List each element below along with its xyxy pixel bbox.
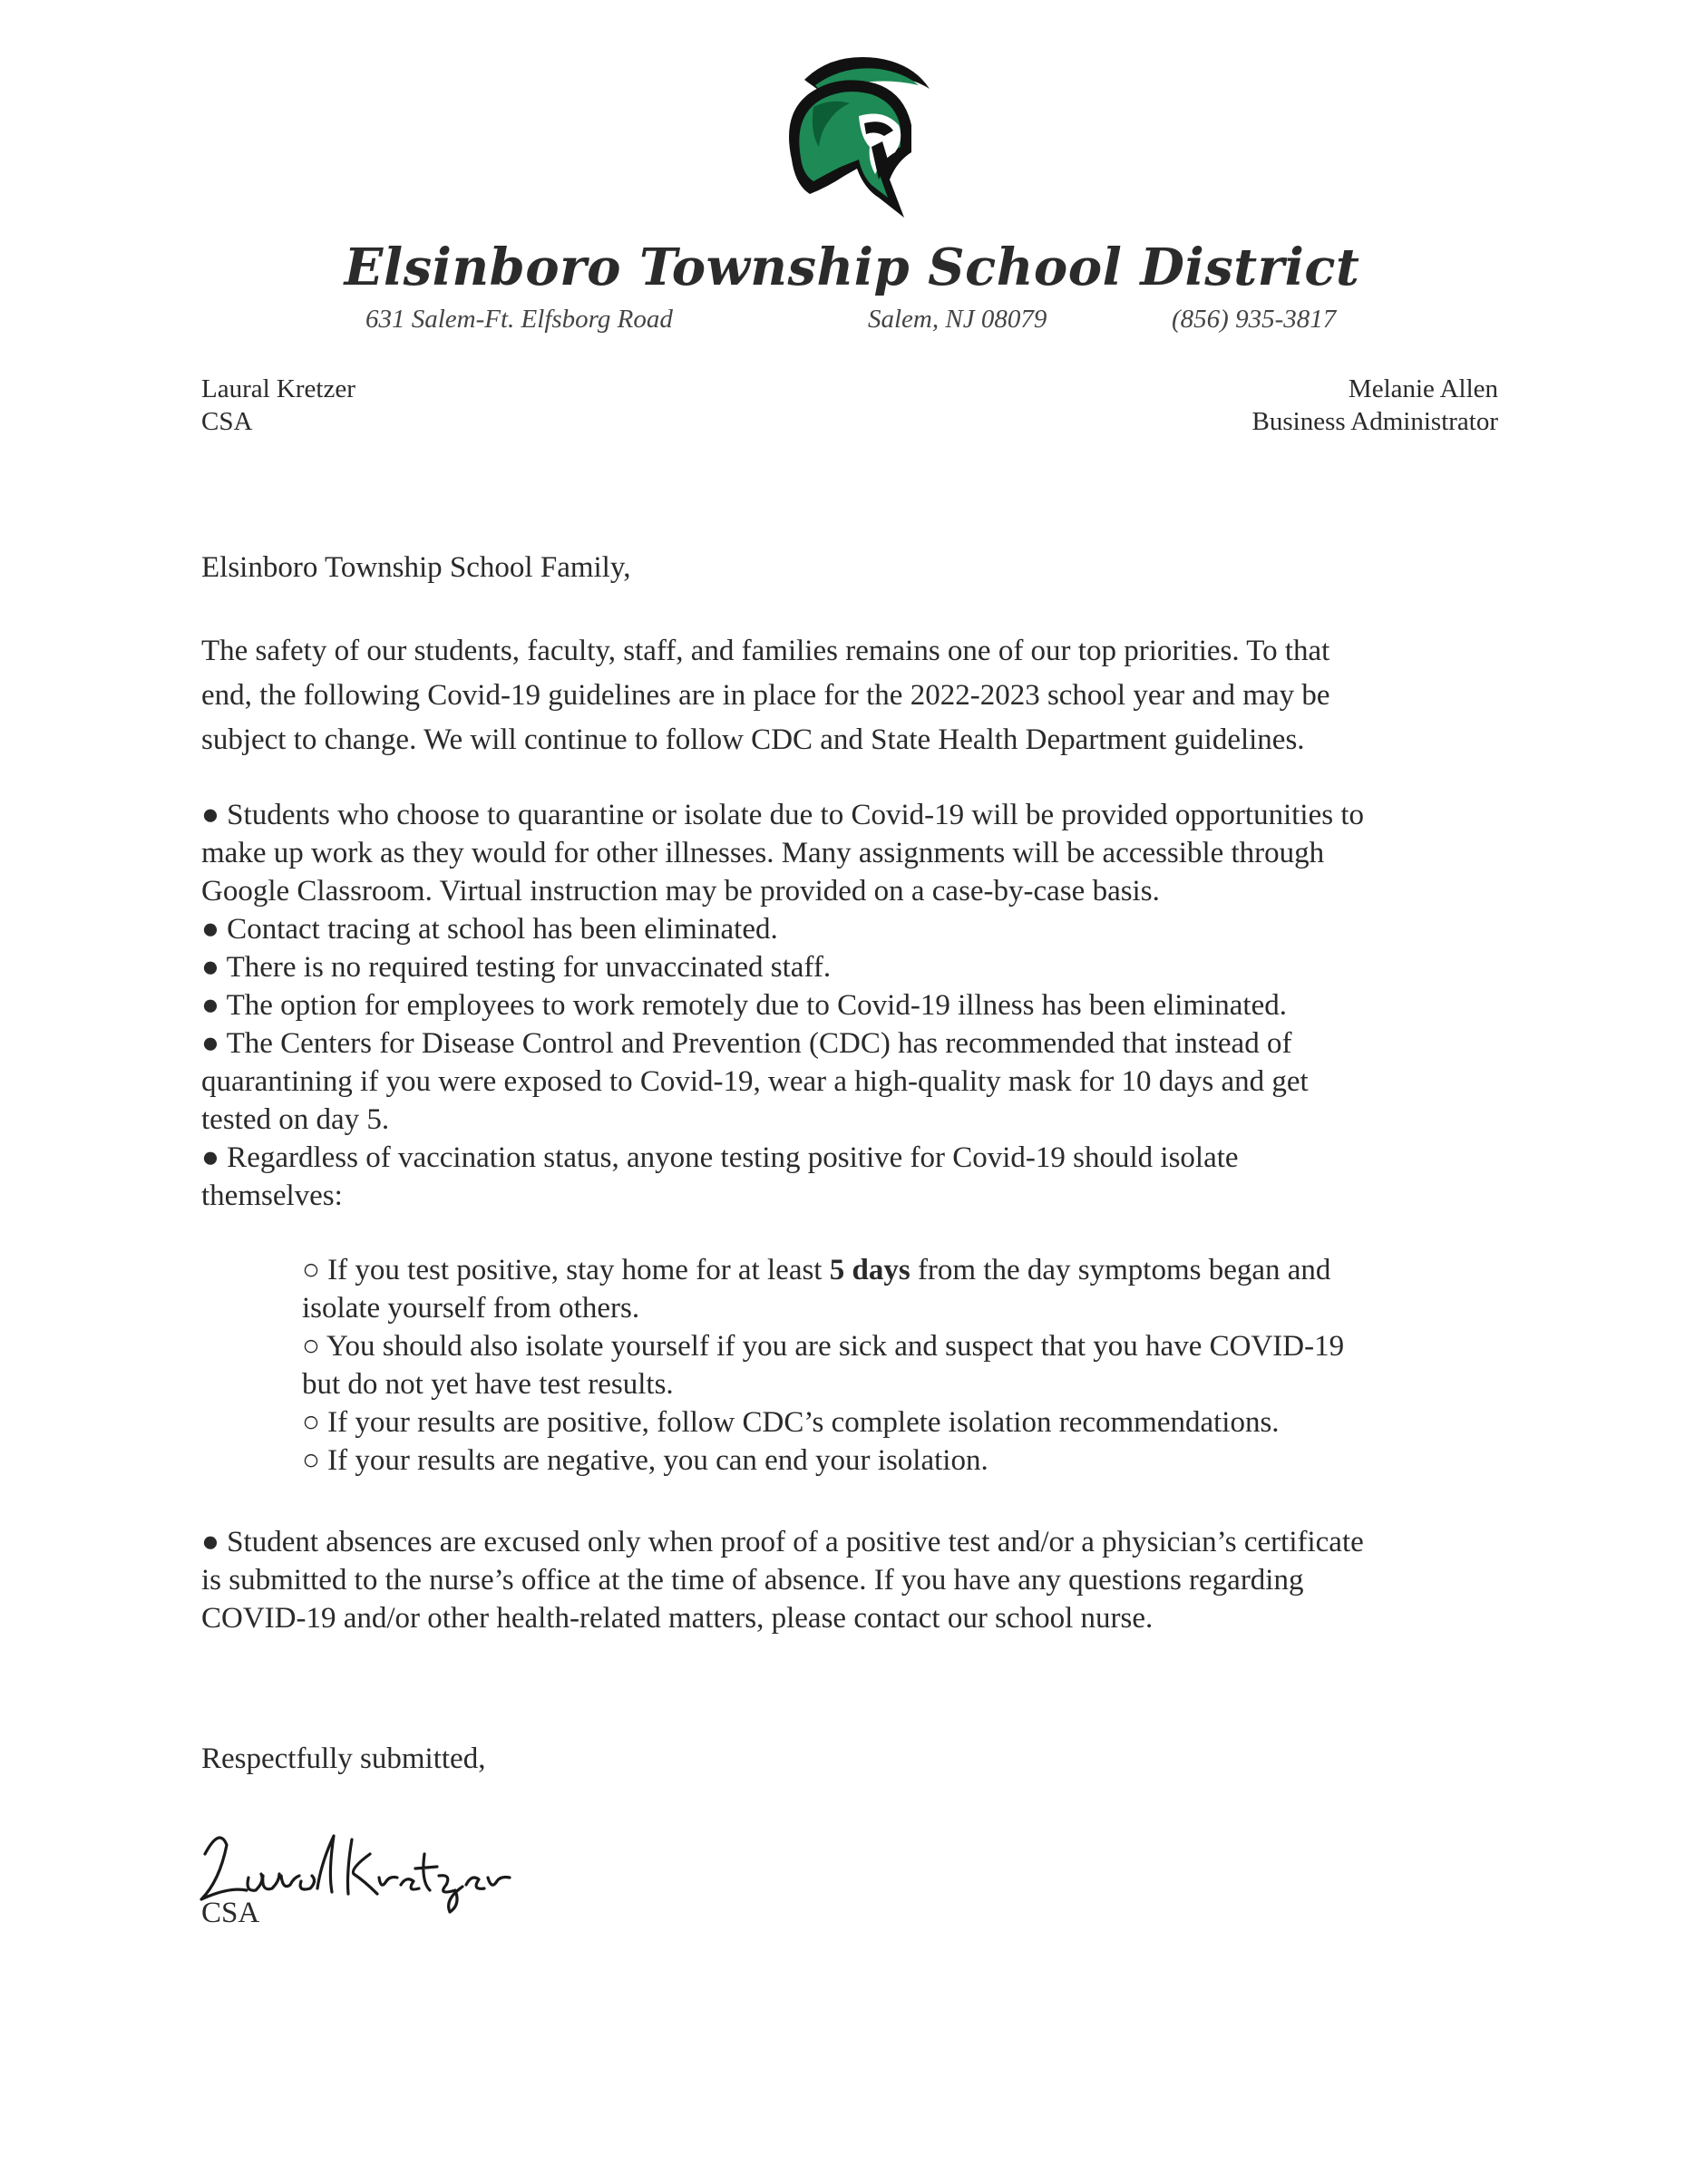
bullet-line: ● The Centers for Disease Control and Prevention (CDC) has recommended that instead of: [201, 1027, 1292, 1060]
staff-left-title: CSA: [201, 407, 253, 436]
bullet-line: Google Classroom. Virtual instruction may be provided on a case-by-case basis.: [201, 875, 1160, 908]
sub-bullet-text: from the day symptoms began and: [910, 1254, 1331, 1286]
absence-bullet: [201, 1523, 1516, 1637]
salutation: [201, 551, 1516, 585]
bullet-line: COVID-19 and/or other health-related matters, please contact our school nurse.: [201, 1602, 1154, 1635]
salutation-text: Elsinboro Township School Family,: [201, 551, 631, 584]
intro-line: The safety of our students, faculty, staff, and families remains one of our top priorities. To that: [201, 635, 1330, 667]
intro-paragraph: [201, 629, 1516, 762]
bullet-line: ● Contact tracing at school has been eliminated.: [201, 913, 778, 946]
closing: [201, 1742, 1516, 1776]
signature-title-text: CSA: [201, 1897, 260, 1929]
sub-bullet-line: isolate yourself from others.: [302, 1292, 640, 1325]
bullet-line: ● The option for employees to work remotely due to Covid-19 illness has been eliminated.: [201, 989, 1287, 1022]
sub-bullet-line: ○ If your results are positive, follow CDC’s complete isolation recommendations.: [302, 1406, 1280, 1439]
signature-title: [201, 1897, 1516, 1930]
staff-left-name: Laural Kretzer: [201, 374, 355, 403]
staff-right-title: Business Administrator: [1251, 407, 1498, 436]
bullet-line: quarantining if you were exposed to Covid-19, wear a high-quality mask for 10 days and get: [201, 1065, 1309, 1098]
phone-number: (856) 935-3817: [1172, 305, 1337, 334]
bullet-line: ● Student absences are excused only when proof of a positive test and/or a physician’s certificate: [201, 1526, 1364, 1558]
bullet-line: ● Students who choose to quarantine or isolate due to Covid-19 will be provided opportunities to: [201, 799, 1364, 831]
bullet-line: tested on day 5.: [201, 1103, 390, 1136]
staff-left: [201, 373, 355, 438]
staff-right: [1088, 373, 1498, 438]
address-street: 631 Salem-Ft. Elfsborg Road: [365, 305, 673, 334]
sub-bullet-line: but do not yet have test results.: [302, 1368, 674, 1401]
five-days-emphasis: 5 days: [829, 1254, 910, 1286]
bullet-line: make up work as they would for other illnesses. Many assignments will be accessible through: [201, 837, 1325, 869]
bullet-line: is submitted to the nurse’s office at the time of absence. If you have any questions regarding: [201, 1564, 1304, 1597]
sub-bullet-text: ○ If you test positive, stay home for at least: [302, 1254, 830, 1286]
bullet-line: themselves:: [201, 1179, 343, 1212]
bullet-line: ● Regardless of vaccination status, anyone testing positive for Covid-19 should isolate: [201, 1141, 1239, 1174]
sub-bullet-line: ○ If your results are negative, you can end your isolation.: [302, 1444, 988, 1477]
closing-text: Respectfully submitted,: [201, 1742, 486, 1775]
staff-right-name: Melanie Allen: [1348, 374, 1498, 403]
spartan-helmet-icon: [777, 53, 933, 223]
intro-line: end, the following Covid-19 guidelines are in place for the 2022-2023 school year and may be: [201, 679, 1330, 712]
sub-bullet-line: ○ You should also isolate yourself if you are sick and suspect that you have COVID-19: [302, 1330, 1345, 1363]
address-city: Salem, NJ 08079: [868, 305, 1047, 334]
bullet-line: ● There is no required testing for unvaccinated staff.: [201, 951, 832, 984]
sub-bullet-line: [302, 1251, 1508, 1289]
guideline-bullets: [201, 796, 1516, 1215]
intro-line: subject to change. We will continue to follow CDC and State Health Department guidelines.: [201, 723, 1305, 756]
isolation-sub-bullets: [302, 1251, 1508, 1480]
district-name: Elsinboro Township School District: [344, 238, 1360, 297]
